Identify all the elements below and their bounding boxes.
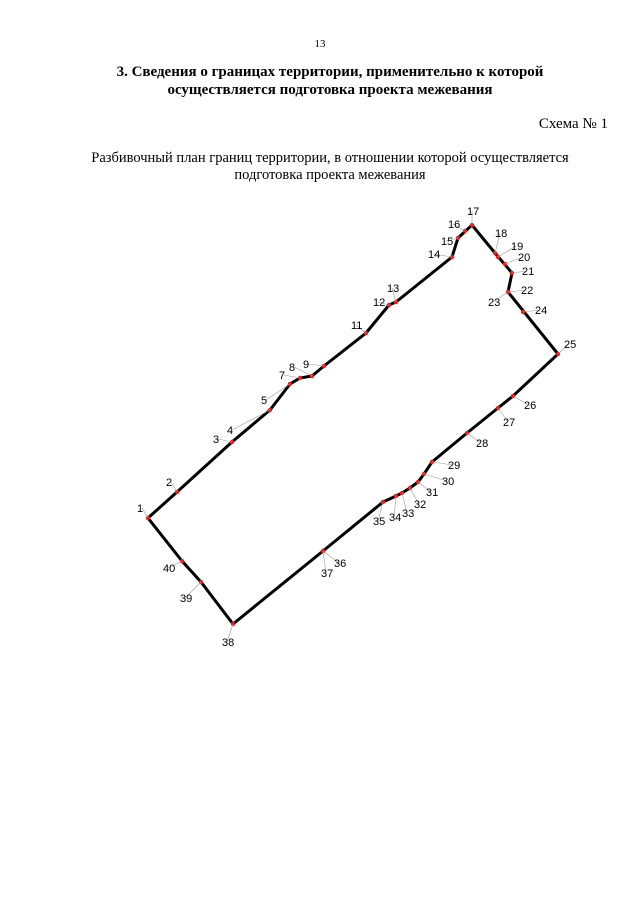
point-label-11: 11 <box>351 320 363 332</box>
point-label-26: 26 <box>524 400 537 412</box>
point-label-14: 14 <box>428 249 441 261</box>
point-label-32: 32 <box>414 499 427 511</box>
boundary-polygon <box>148 225 558 624</box>
point-label-33: 33 <box>402 508 415 520</box>
point-label-16: 16 <box>448 219 461 231</box>
scheme-label: Схема № 1 <box>538 116 608 132</box>
point-label-35: 35 <box>373 516 386 528</box>
point-label-3: 3 <box>213 434 220 446</box>
plan-caption-line-2: подготовка проекта межевания <box>234 167 426 183</box>
section-title-line-2: осуществляется подготовка проекта межевания <box>167 82 493 98</box>
leader-line-7 <box>284 375 300 378</box>
point-label-34: 34 <box>389 512 402 524</box>
point-label-5: 5 <box>261 395 268 407</box>
point-label-38: 38 <box>222 637 235 649</box>
point-label-22: 22 <box>521 285 534 297</box>
point-label-19: 19 <box>511 241 524 253</box>
point-label-25: 25 <box>564 339 577 351</box>
point-label-24: 24 <box>535 305 548 317</box>
point-label-8: 8 <box>289 362 296 374</box>
point-label-21: 21 <box>522 266 535 278</box>
point-label-39: 39 <box>180 593 193 605</box>
point-label-31: 31 <box>426 487 439 499</box>
point-label-36: 36 <box>334 558 347 570</box>
point-label-15: 15 <box>441 236 454 248</box>
point-label-28: 28 <box>476 438 489 450</box>
point-label-20: 20 <box>518 252 531 264</box>
point-label-12: 12 <box>373 297 386 309</box>
point-label-13: 13 <box>387 283 400 295</box>
point-label-30: 30 <box>442 476 455 488</box>
point-label-40: 40 <box>163 563 176 575</box>
leader-line-9 <box>308 364 324 366</box>
plan-caption-line-1: Разбивочный план границ территории, в отношении которой осуществляется <box>91 150 569 166</box>
section-title-line-1: 3. Сведения о границах территории, применительно к которой <box>116 64 544 80</box>
point-label-29: 29 <box>448 460 461 472</box>
point-label-9: 9 <box>303 359 310 371</box>
point-label-2: 2 <box>166 477 173 489</box>
point-label-4: 4 <box>227 425 234 437</box>
page-number: 13 <box>314 38 326 50</box>
vertex-markers <box>146 223 560 626</box>
point-label-17: 17 <box>467 206 480 218</box>
point-label-18: 18 <box>495 228 508 240</box>
point-label-7: 7 <box>279 370 286 382</box>
point-label-23: 23 <box>488 297 501 309</box>
leader-line-3 <box>218 439 232 442</box>
point-label-37: 37 <box>321 568 334 580</box>
point-label-27: 27 <box>503 417 516 429</box>
point-label-1: 1 <box>137 503 144 515</box>
